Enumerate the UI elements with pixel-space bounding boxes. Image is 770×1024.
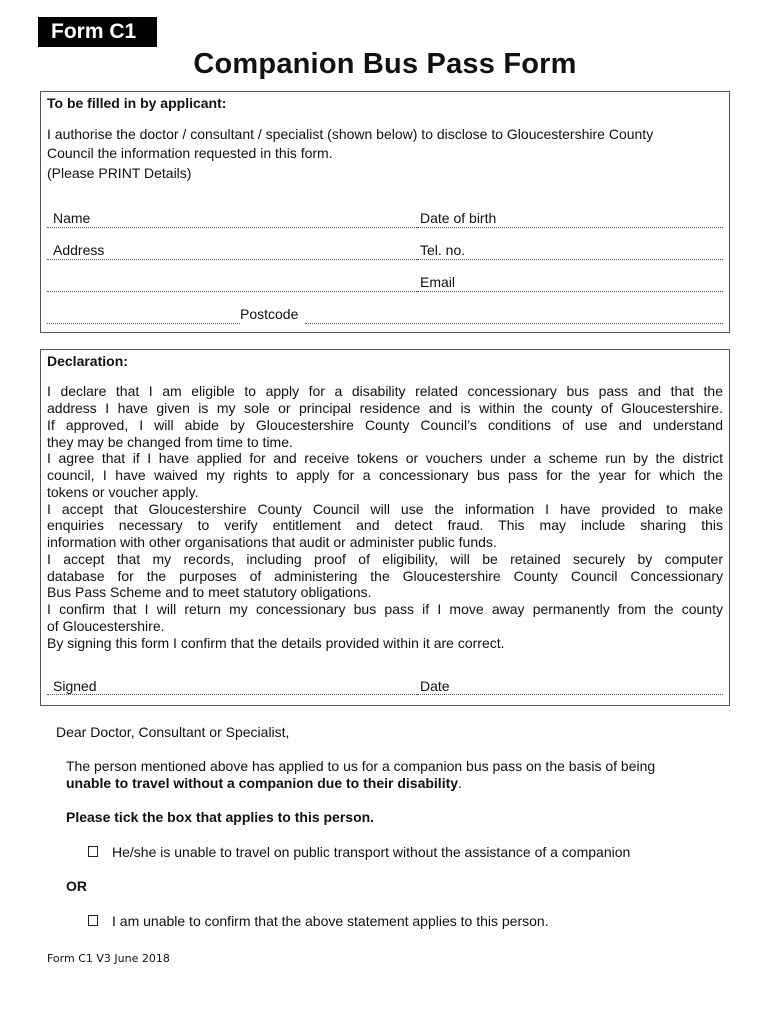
signature-field[interactable]: [47, 694, 417, 695]
option-2-checkbox[interactable]: [88, 915, 98, 926]
email-field[interactable]: [417, 291, 723, 292]
address-field-line-1[interactable]: [47, 259, 417, 260]
date-of-birth-field[interactable]: [417, 227, 723, 228]
form-tag: Form C1: [38, 17, 157, 47]
declaration-line-7: tokens or voucher apply.: [47, 484, 199, 500]
letter-body-bold: unable to travel without a companion due to their disability: [66, 775, 459, 791]
letter-salutation: Dear Doctor, Consultant or Specialist,: [56, 724, 290, 740]
option-1-checkbox[interactable]: [88, 846, 98, 857]
declaration-section: [40, 349, 730, 706]
email-label: Email: [420, 274, 456, 290]
letter-body-line-2: [66, 774, 462, 792]
declaration-line-15: of Gloucestershire.: [47, 618, 165, 634]
declaration-line-4: they may be changed from time to time.: [47, 434, 293, 450]
signed-label: Signed: [53, 678, 97, 694]
date-label: Date: [420, 678, 450, 694]
footer-version: Form C1 V3 June 2018: [47, 952, 170, 965]
address-label: Address: [53, 242, 105, 258]
letter-body-end: .: [458, 775, 462, 791]
letter-instruction: Please tick the box that applies to this person.: [66, 809, 375, 825]
applicant-intro-line-3: (Please PRINT Details): [47, 165, 192, 181]
declaration-line-5: I agree that if I have applied for and receive tokens or vouchers under a scheme run by the district: [47, 450, 723, 466]
option-2-label: I am unable to confirm that the above statement applies to this person.: [112, 913, 549, 929]
postcode-label: Postcode: [240, 306, 299, 322]
or-label: OR: [66, 878, 87, 894]
declaration-line-10: information with other organisations that audit or administer public funds.: [47, 534, 497, 550]
date-of-birth-label: Date of birth: [420, 210, 497, 226]
applicant-heading: To be filled in by applicant:: [47, 95, 227, 111]
letter-body-line-1: The person mentioned above has applied to us for a companion bus pass on the basis of being: [66, 758, 656, 774]
tel-label: Tel. no.: [420, 242, 466, 258]
declaration-line-16: By signing this form I confirm that the details provided within it are correct.: [47, 635, 505, 651]
applicant-intro-line-1: I authorise the doctor / consultant / specialist (shown below) to disclose to Gloucestershire County: [47, 126, 654, 142]
declaration-line-8: I accept that Gloucestershire County Council will use the information I have provided to make: [47, 501, 723, 517]
declaration-line-1: I declare that I am eligible to apply for a disability related concessionary bus pass and that the: [47, 383, 723, 399]
declaration-line-11: I accept that my records, including proof of eligibility, will be retained securely by computer: [47, 551, 723, 567]
address-field-line-2[interactable]: [47, 291, 417, 292]
name-field[interactable]: [47, 227, 417, 228]
tel-field[interactable]: [417, 259, 723, 260]
address-field-line-3[interactable]: [47, 323, 240, 324]
declaration-line-9: enquiries necessary to verify entitlement and detect fraud. This may include sharing this: [47, 517, 723, 533]
applicant-intro-line-2: Council the information requested in this form.: [47, 145, 333, 161]
page-title: Companion Bus Pass Form: [193, 48, 577, 80]
declaration-line-14: I confirm that I will return my concessionary bus pass if I move away permanently from the county: [47, 601, 723, 617]
postcode-field[interactable]: [305, 323, 723, 324]
declaration-line-12: database for the purposes of administering the Gloucestershire County Council Concessionary: [47, 568, 723, 584]
name-label: Name: [53, 210, 91, 226]
date-field[interactable]: [417, 694, 723, 695]
declaration-heading: Declaration:: [47, 353, 128, 369]
declaration-line-6: council, I have waived my rights to apply for a concessionary bus pass for the year for which the: [47, 467, 723, 483]
declaration-line-3: If approved, I will abide by Gloucestershire County Council’s conditions of use and understand: [47, 417, 723, 433]
option-1-label: He/she is unable to travel on public transport without the assistance of a companion: [112, 844, 631, 860]
declaration-line-2: address I have given is my sole or principal residence and is within the county of Gloucestershire.: [47, 400, 723, 416]
declaration-line-13: Bus Pass Scheme and to meet statutory obligations.: [47, 584, 372, 600]
applicant-section: [40, 91, 730, 333]
